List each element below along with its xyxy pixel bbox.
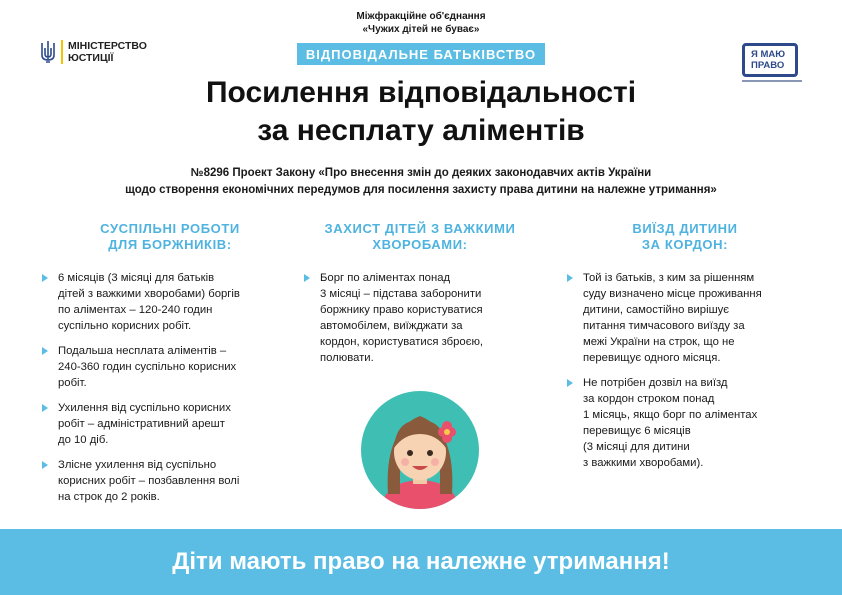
logo-line-1: Я МАЮ bbox=[751, 49, 786, 60]
page-title bbox=[0, 74, 842, 150]
item-line: 3 місяці – підстава заборонити bbox=[320, 288, 482, 300]
column-heading-child-travel bbox=[560, 221, 810, 253]
organizer-line-2: «Чужих дітей не буває» bbox=[362, 24, 480, 35]
item-line: робіт – адміністративний арешт bbox=[58, 418, 225, 430]
public-works-list bbox=[42, 270, 302, 514]
ministry-line-2: ЮСТИЦІЇ bbox=[68, 52, 114, 64]
ya-mayu-pravo-logo bbox=[742, 43, 798, 77]
bullet-arrow-icon bbox=[304, 274, 310, 282]
item-line: Той із батьків, з ким за рішенням bbox=[583, 272, 755, 284]
heading-line: ЗА КОРДОН: bbox=[641, 237, 729, 252]
item-line: полювати. bbox=[320, 352, 374, 364]
item-line: на строк до 2 років. bbox=[58, 491, 160, 503]
law-reference bbox=[0, 165, 842, 199]
bullet-arrow-icon bbox=[567, 379, 573, 387]
heading-line: СУСПІЛЬНІ РОБОТИ bbox=[100, 221, 240, 236]
item-line: дитини, самостійно вирішує bbox=[583, 304, 730, 316]
bullet-arrow-icon bbox=[42, 404, 48, 412]
law-line-1: №8296 Проект Закону «Про внесення змін до деяких законодавчих актів України bbox=[190, 167, 652, 179]
item-line: питання тимчасового виїзду за bbox=[583, 320, 745, 332]
heading-line: ВИЇЗД ДИТИНИ bbox=[632, 221, 738, 236]
trident-icon bbox=[40, 40, 56, 64]
campaign-tag: ВІДПОВІДАЛЬНЕ БАТЬКІВСТВО bbox=[297, 43, 545, 65]
title-line-1: Посилення відповідальності bbox=[205, 76, 637, 109]
heading-line: ХВОРОБАМИ: bbox=[372, 237, 468, 252]
item-line: до 10 діб. bbox=[58, 434, 109, 446]
sick-children-list bbox=[304, 270, 544, 375]
list-item bbox=[304, 270, 544, 366]
item-line: перевищує 6 місяців bbox=[583, 425, 691, 437]
ministry-name bbox=[61, 40, 147, 64]
item-line: (3 місяці для дитини bbox=[583, 441, 690, 453]
item-line: за кордон строком понад bbox=[583, 393, 715, 405]
girl-avatar-icon bbox=[360, 390, 480, 510]
item-line: межі України на строк, що не bbox=[583, 336, 735, 348]
organizer-line-1: Міжфракційне об'єднання bbox=[356, 11, 486, 22]
list-item bbox=[42, 400, 302, 448]
item-line: 1 місяць, якщо борг по аліментах bbox=[583, 409, 758, 421]
item-line: з важкими хворобами). bbox=[583, 457, 704, 469]
item-line: Не потрібен дозвіл на виїзд bbox=[583, 377, 728, 389]
footer-banner: Діти мають право на належне утримання! bbox=[0, 529, 842, 595]
logo-line-2: ПРАВО bbox=[751, 60, 785, 71]
item-line: 240-360 годин суспільно корисних bbox=[58, 361, 237, 373]
list-item bbox=[42, 270, 302, 334]
ministry-logo bbox=[40, 40, 147, 64]
bullet-arrow-icon bbox=[42, 461, 48, 469]
bullet-arrow-icon bbox=[42, 274, 48, 282]
item-line: боржнику право користуватися bbox=[320, 304, 483, 316]
heading-line: ЗАХИСТ ДІТЕЙ З ВАЖКИМИ bbox=[324, 221, 516, 236]
item-line: перевищує одного місяця. bbox=[583, 352, 721, 364]
bullet-arrow-icon bbox=[567, 274, 573, 282]
list-item bbox=[567, 375, 827, 471]
child-travel-list bbox=[567, 270, 827, 480]
ministry-line-1: МІНІСТЕРСТВО bbox=[68, 40, 147, 52]
item-line: корисних робіт – позбавлення волі bbox=[58, 475, 240, 487]
list-item bbox=[567, 270, 827, 366]
item-line: Злісне ухилення від суспільно bbox=[58, 459, 217, 471]
organizer-block bbox=[0, 10, 842, 36]
law-line-2: щодо створення економічних передумов для посилення захисту права дитини на належне утримання» bbox=[125, 184, 717, 196]
item-line: Ухилення від суспільно корисних bbox=[58, 402, 231, 414]
heading-line: ДЛЯ БОРЖНИКІВ: bbox=[108, 237, 232, 252]
item-line: автомобілем, виїжджати за bbox=[320, 320, 463, 332]
list-item bbox=[42, 457, 302, 505]
item-line: дітей з важкими хворобами) боргів bbox=[58, 288, 240, 300]
item-line: 6 місяців (3 місяці для батьків bbox=[58, 272, 215, 284]
item-line: Борг по аліментах понад bbox=[320, 272, 451, 284]
item-line: кордон, користуватися зброєю, bbox=[320, 336, 484, 348]
item-line: по аліментах – 120-240 годин bbox=[58, 304, 213, 316]
item-line: робіт. bbox=[58, 377, 87, 389]
item-line: суспільно корисних робіт. bbox=[58, 320, 192, 332]
column-heading-public-works bbox=[40, 221, 300, 253]
title-line-2: за несплату аліментів bbox=[257, 114, 585, 147]
list-item bbox=[42, 343, 302, 391]
column-heading-sick-children bbox=[295, 221, 545, 253]
item-line: суду визначено місце проживання bbox=[583, 288, 762, 300]
item-line: Подальша несплата аліментів – bbox=[58, 345, 227, 357]
bullet-arrow-icon bbox=[42, 347, 48, 355]
